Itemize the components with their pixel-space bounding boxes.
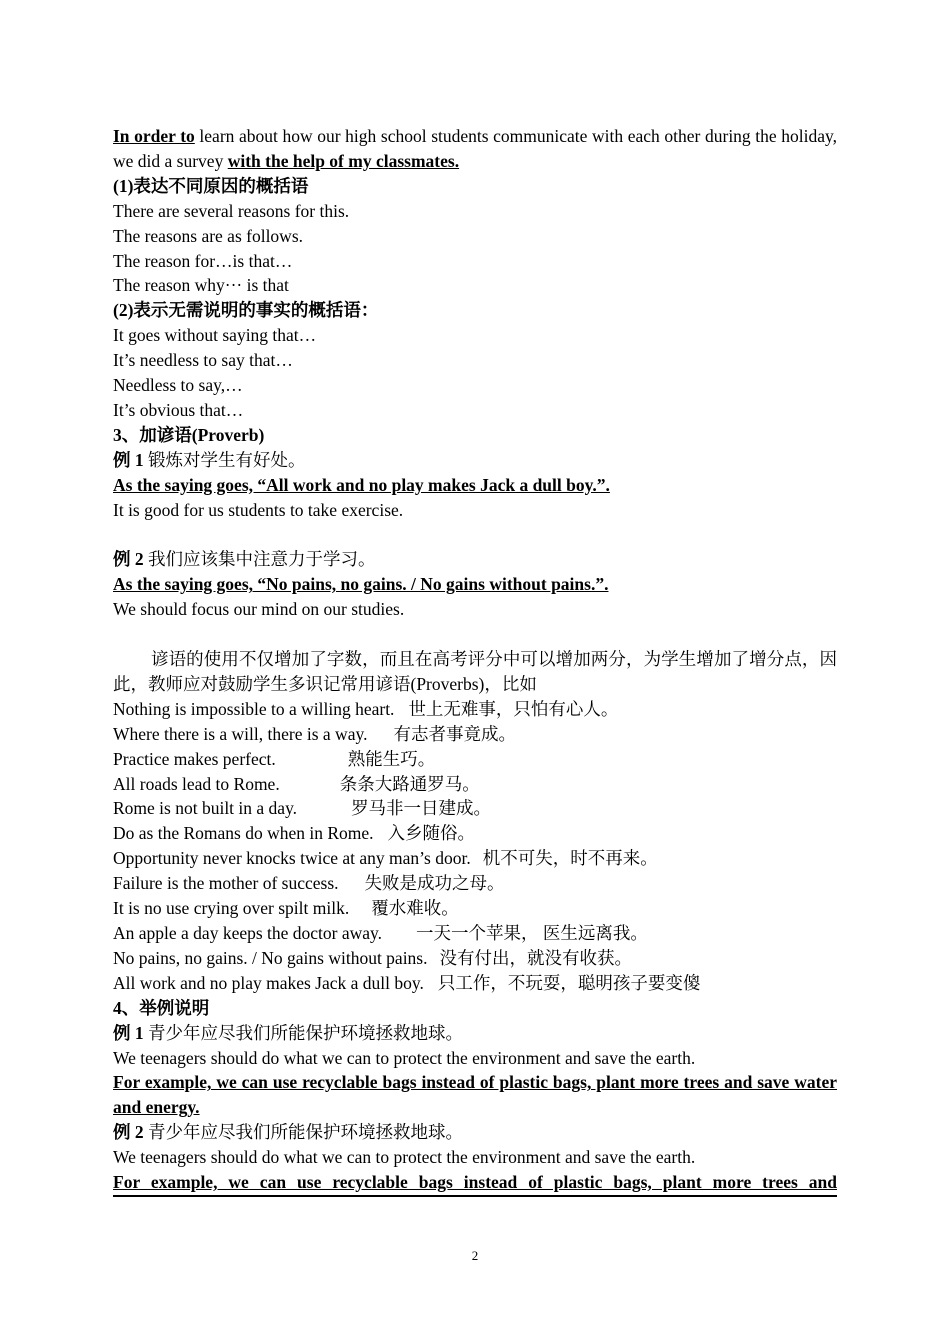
section2-heading: (2)表示无需说明的事实的概括语： [113, 300, 379, 321]
section2-line: It’s obvious that… [113, 399, 244, 420]
section4-example1-prompt [113, 1021, 837, 1046]
section3-example2-prompt [113, 547, 837, 572]
proverb-chinese: 一天一个苹果， 医生远离我。 [416, 922, 648, 943]
example-chinese: 锻炼对学生有好处。 [143, 449, 306, 470]
proverb-english: Failure is the mother of success. [113, 873, 339, 894]
proverb-chinese: 世上无难事，只怕有心人。 [408, 698, 619, 719]
proverb-chinese: 条条大路通罗马。 [339, 773, 480, 794]
proverb-row [113, 846, 837, 871]
section2-line: It’s needless to say that… [113, 350, 293, 371]
section3-example2-english: We should focus our mind on our studies. [113, 599, 405, 620]
proverb-row [113, 921, 837, 946]
proverb-note: 谚语的使用不仅增加了字数，而且在高考评分中可以增加两分，为学生增加了增分点，因此，教师应对鼓励学生多识记常用谚语(Proverbs)，比如 [113, 649, 837, 694]
proverb-chinese: 机不可失，时不再来。 [482, 848, 658, 869]
proverb-chinese: 没有付出，就没有收获。 [439, 947, 632, 968]
proverb-chinese: 只工作，不玩耍，聪明孩子要变傻 [437, 972, 701, 993]
proverb-english: All work and no play makes Jack a dull boy. [113, 972, 424, 993]
intro-phrase-with-help: with the help of my classmates. [227, 150, 460, 171]
example-label: 例 1 [113, 449, 144, 470]
proverb-chinese: 熟能生巧。 [347, 748, 436, 769]
proverb-row [113, 871, 837, 896]
intro-phrase-in-order-to: In order to [113, 126, 195, 146]
section3-example1-prompt [113, 448, 837, 473]
section1-line: The reason for…is that… [113, 250, 293, 271]
section3-heading: 3、加谚语(Proverb) [113, 424, 265, 445]
proverb-row [113, 796, 837, 821]
proverb-english: It is no use crying over spilt milk. [113, 898, 350, 919]
proverb-english: No pains, no gains. / No gains without pains. [113, 947, 428, 968]
section2-line: Needless to say,… [113, 375, 243, 396]
proverb-english: Rome is not built in a day. [113, 798, 298, 819]
section3-example2-answer: As the saying goes, “No pains, no gains. / No gains without pains.”. [113, 574, 609, 595]
proverb-row [113, 896, 837, 921]
proverb-chinese: 入乡随俗。 [387, 823, 476, 844]
proverb-chinese: 罗马非一日建成。 [351, 798, 492, 819]
proverb-english: Opportunity never knocks twice at any man’s door. [113, 848, 471, 869]
proverb-chinese: 覆水难收。 [371, 898, 459, 919]
proverb-english: Nothing is impossible to a willing heart. [113, 698, 395, 719]
proverb-english: Do as the Romans do when in Rome. [113, 823, 374, 844]
intro-paragraph [113, 124, 837, 174]
proverb-english: An apple a day keeps the doctor away. [113, 922, 383, 943]
section4-example2-english: We teenagers should do what we can to protect the environment and save the earth. [113, 1147, 696, 1168]
proverb-english: All roads lead to Rome. [113, 773, 280, 794]
proverb-english: Where there is a will, there is a way. [113, 723, 368, 744]
section4-example1-answer: For example, we can use recyclable bags instead of plastic bags, plant more trees and save water and energy. [113, 1072, 837, 1118]
example-label: 例 1 [113, 1022, 144, 1043]
proverb-row [113, 697, 837, 722]
example-chinese: 青少年应尽我们所能保护环境拯救地球。 [143, 1122, 463, 1143]
example-chinese: 我们应该集中注意力于学习。 [143, 549, 376, 570]
proverb-row [113, 946, 837, 971]
section1-line: There are several reasons for this. [113, 200, 350, 221]
blank-line [113, 523, 837, 548]
section4-example2-answer: For example, we can use recyclable bags instead of plastic bags, plant more trees and [113, 1170, 837, 1197]
example-label: 例 2 [113, 549, 144, 570]
section4-example2-prompt [113, 1120, 837, 1145]
section3-example1-english: It is good for us students to take exercise. [113, 499, 404, 520]
proverb-list [113, 697, 837, 996]
section1-heading: (1)表达不同原因的概括语 [113, 175, 309, 196]
proverb-row [113, 971, 837, 996]
document-body [113, 124, 837, 1197]
section2-line: It goes without saying that… [113, 325, 317, 346]
section4-example1-english: We teenagers should do what we can to protect the environment and save the earth. [113, 1047, 696, 1068]
proverb-row [113, 747, 837, 772]
section4-heading: 4、举例说明 [113, 997, 210, 1018]
blank-line [113, 622, 837, 647]
page-number: 2 [471, 1248, 479, 1263]
section1-line: The reason why··· is that [113, 275, 289, 296]
example-label: 例 2 [113, 1122, 144, 1143]
section3-example1-answer: As the saying goes, “All work and no play makes Jack a dull boy.”. [113, 474, 610, 495]
proverb-chinese: 失败是成功之母。 [364, 873, 505, 894]
proverb-row [113, 821, 837, 846]
proverb-row [113, 772, 837, 797]
example-chinese: 青少年应尽我们所能保护环境拯救地球。 [143, 1022, 463, 1043]
proverb-row [113, 722, 837, 747]
proverb-chinese: 有志者事竟成。 [393, 723, 516, 744]
intro-text: learn about how our high school students communicate with each other during the holiday, we did a survey [113, 126, 838, 171]
proverb-english: Practice makes perfect. [113, 748, 276, 769]
section1-line: The reasons are as follows. [113, 225, 304, 246]
